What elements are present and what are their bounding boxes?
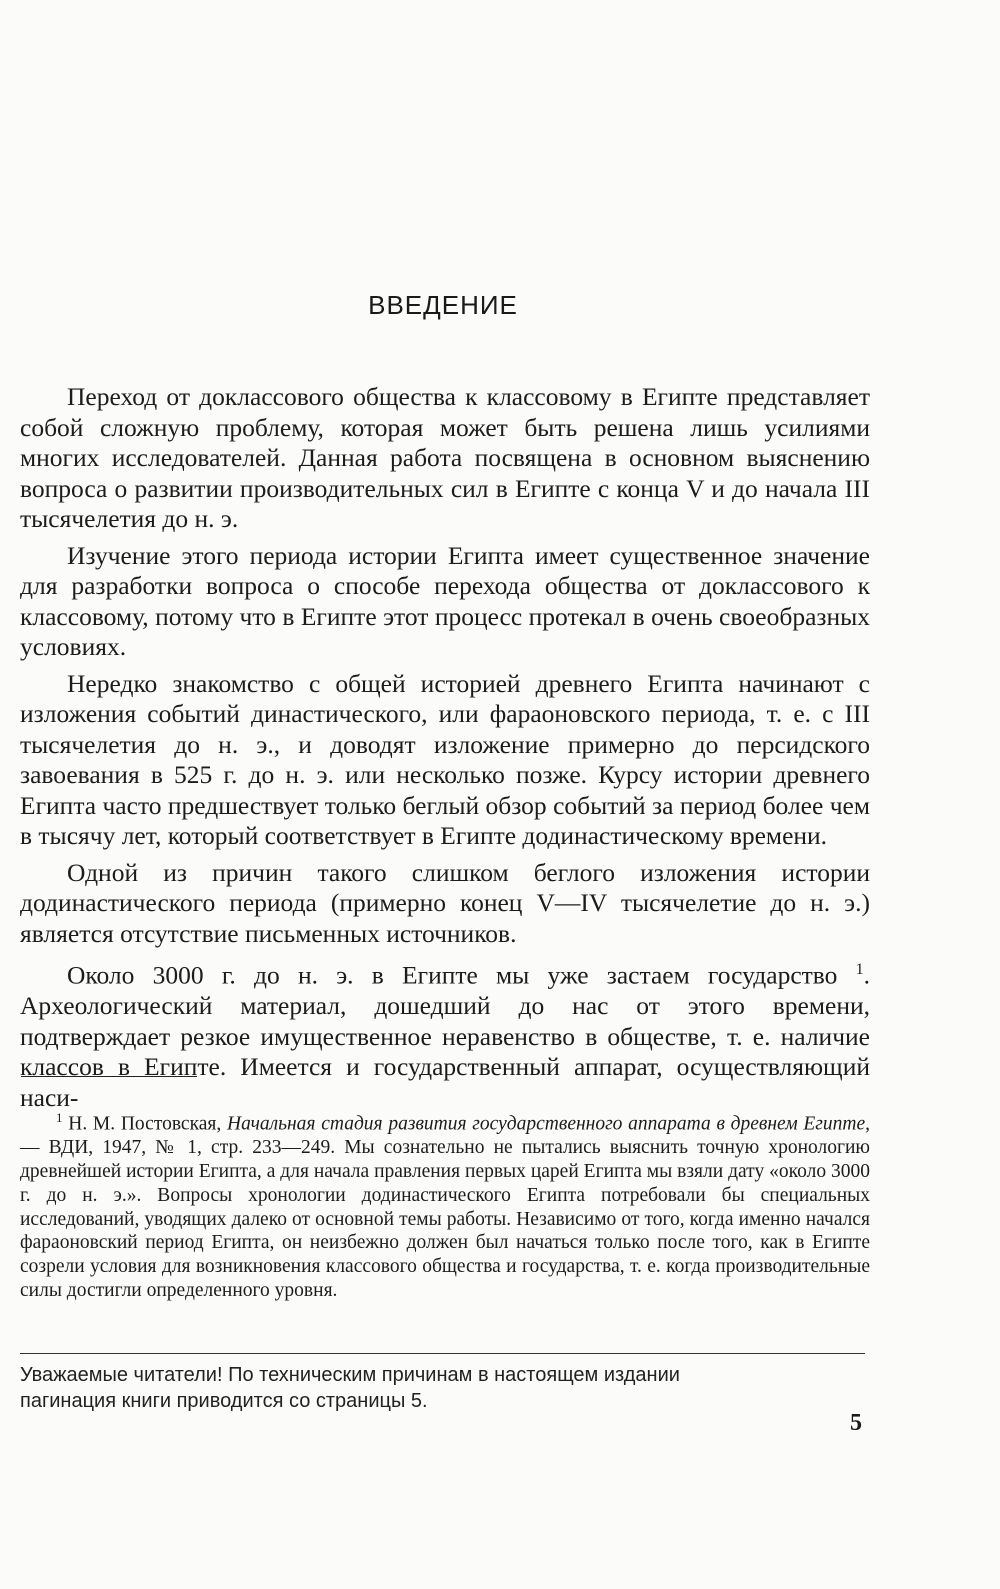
footnote-divider — [21, 1076, 197, 1077]
paragraph-5 — [20, 955, 870, 1113]
notice-line-1: Уважаемые читатели! По техническим причинам в настоящем издании — [20, 1364, 680, 1386]
paragraph-5-start: Около 3000 г. до н. э. в Египте мы уже застаем государство — [67, 960, 838, 990]
footnote-body: — ВДИ, 1947, № 1, стр. 233—249. Мы сознательно не пытались выяснить точную хронологию древнейшей истории Египта, а для начала правления первых царей Египта мы взяли дату «около 3000 г. до н. э.». Вопросы хронологии додинастического Египта потребовали бы специальных исследований, уводящих далеко от основной темы работы. Независимо от того, когда именно начался фараоновский период Египта, он неизбежно должен был начаться только после того, как в Египте созрели условия для возникновения классового общества и государства, т. е. когда производительные силы достигли определенного уровня. — [20, 1137, 870, 1302]
notice-line-2: пагинация книги приводится со страницы 5. — [20, 1390, 428, 1412]
chapter-title: ВВЕДЕНИЕ — [368, 290, 518, 320]
footnote-author: Н. М. Постовская, — [68, 1113, 222, 1135]
paragraph-2: Изучение этого периода истории Египта имеет существенное значение для разработки вопроса о способе перехода общества от доклассового к классовому, потому что в Египте этот процесс протекал в очень своеобразных условиях. — [20, 540, 870, 661]
notice-divider — [20, 1353, 865, 1354]
paragraph-4: Одной из причин такого слишком беглого изложения истории додинастического периода (примерно конец V—IV тысячелетие до н. э.) является отсутствие письменных источников. — [20, 857, 870, 948]
footnote — [20, 1106, 870, 1303]
page-number: 5 — [850, 1410, 862, 1436]
footnote-title: Начальная стадия развития государственного аппарата в древнем Египте, — [227, 1113, 871, 1135]
paragraph-3: Нередко знакомство с общей историей древнего Египта начинают с изложения событий династического, или фараоновского периода, т. е. с III тысячелетия до н. э., и доводят изложение примерно до персидского завоевания в 525 г. до н. э. или несколько позже. Курсу истории древнего Египта часто предшествует только беглый обзор событий за период более чем в тысячу лет, который соответствует в Египте додинастическому времени. — [20, 668, 870, 850]
footnote-text — [20, 1106, 870, 1303]
paragraph-1: Переход от доклассового общества к классовому в Египте представляет собой сложную проблему, которая может быть решена лишь усилиями многих исследователей. Данная работа посвящена в основном выяснению вопроса о развитии производительных сил в Египте с конца V и до начала III тысячелетия до н. э. — [20, 382, 870, 533]
footnote-marker: 1 — [56, 1110, 63, 1125]
main-text — [20, 382, 870, 1119]
pagination-notice — [20, 1362, 865, 1414]
paragraph-5-end: . Археологический материал, дошедший до нас от этого времени, подтверждает резкое имущественное неравенство в обществе, т. е. наличие классов в Египте. Имеется и государственный аппарат, осуществляющий наси- — [20, 960, 871, 1112]
footnote-reference: 1 — [855, 961, 864, 978]
